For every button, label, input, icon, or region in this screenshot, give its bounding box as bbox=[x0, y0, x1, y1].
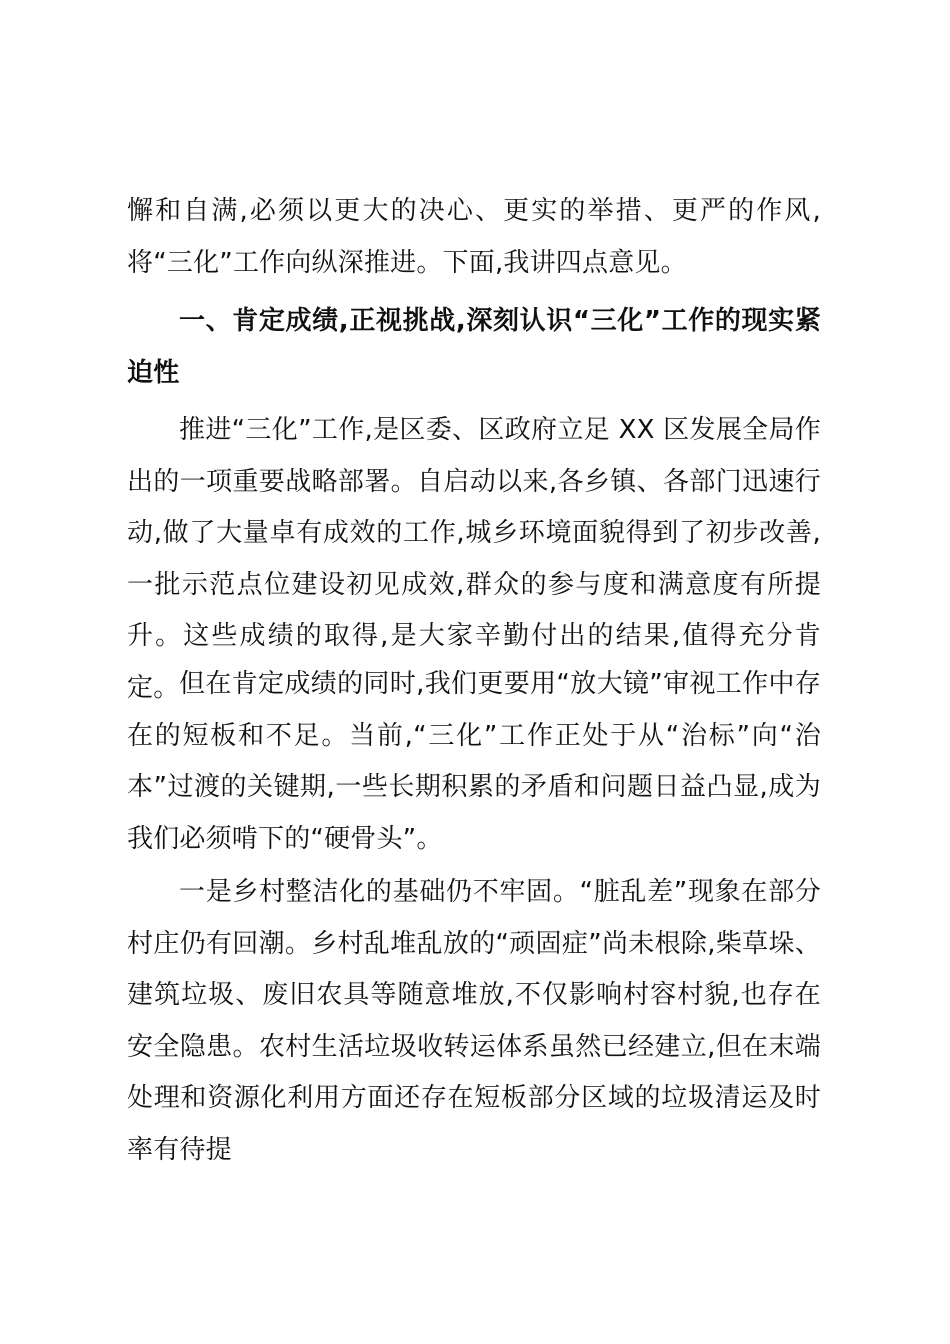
paragraph-text: 推进“三化”工作,是区委、区政府立足 XX 区发展全局作出的一项重要战略部署。自启动以来,各乡镇、各部门迅速行动,做了大量卓有成效的工作,城乡环境面貌得到了初步改善,一批示范点位建设初见成效,群众的参与度和满意度有所提升。这些成绩的取得,是大家辛勤付出的结果,值得充分肯定。 bbox=[127, 415, 821, 703]
paragraph-point-one bbox=[127, 867, 821, 1176]
paragraph-text: 一是乡村整洁化的基础仍不牢固。“脏乱差”现象在部分村庄仍有回潮。乡村乱堆乱放的“顽固症”尚未根除,柴草垛、建筑垃圾、废旧农具等随意堆放,不仅影响村容村貌,也存在安全隐患。农村生活垃圾收转运体系虽然已经建立,但在末端处理和资源化利用方面还存在短板部分区域的垃圾清运及时率有待提 bbox=[127, 877, 821, 1165]
section-heading-text: 一、肯定成绩,正视挑战,深刻认识“三化”工作的现实紧迫性 bbox=[127, 306, 821, 388]
paragraph-shortcomings bbox=[127, 659, 821, 865]
paragraph-text: 懈和自满,必须以更大的决心、更实的举措、更严的作风,将“三化”工作向纵深推进。下面,我讲四点意见。 bbox=[127, 196, 821, 278]
section-heading bbox=[127, 296, 821, 399]
paragraph-continuation bbox=[127, 186, 821, 289]
paragraph-text: 但在肯定成绩的同时,我们更要用“放大镜”审视工作中存在的短板和不足。当前,“三化”工作正处于从“治标”向“治本”过渡的关键期,一些长期积累的矛盾和问题日益凸显,成为我们必须啃下的“硬骨头”。 bbox=[127, 669, 821, 854]
